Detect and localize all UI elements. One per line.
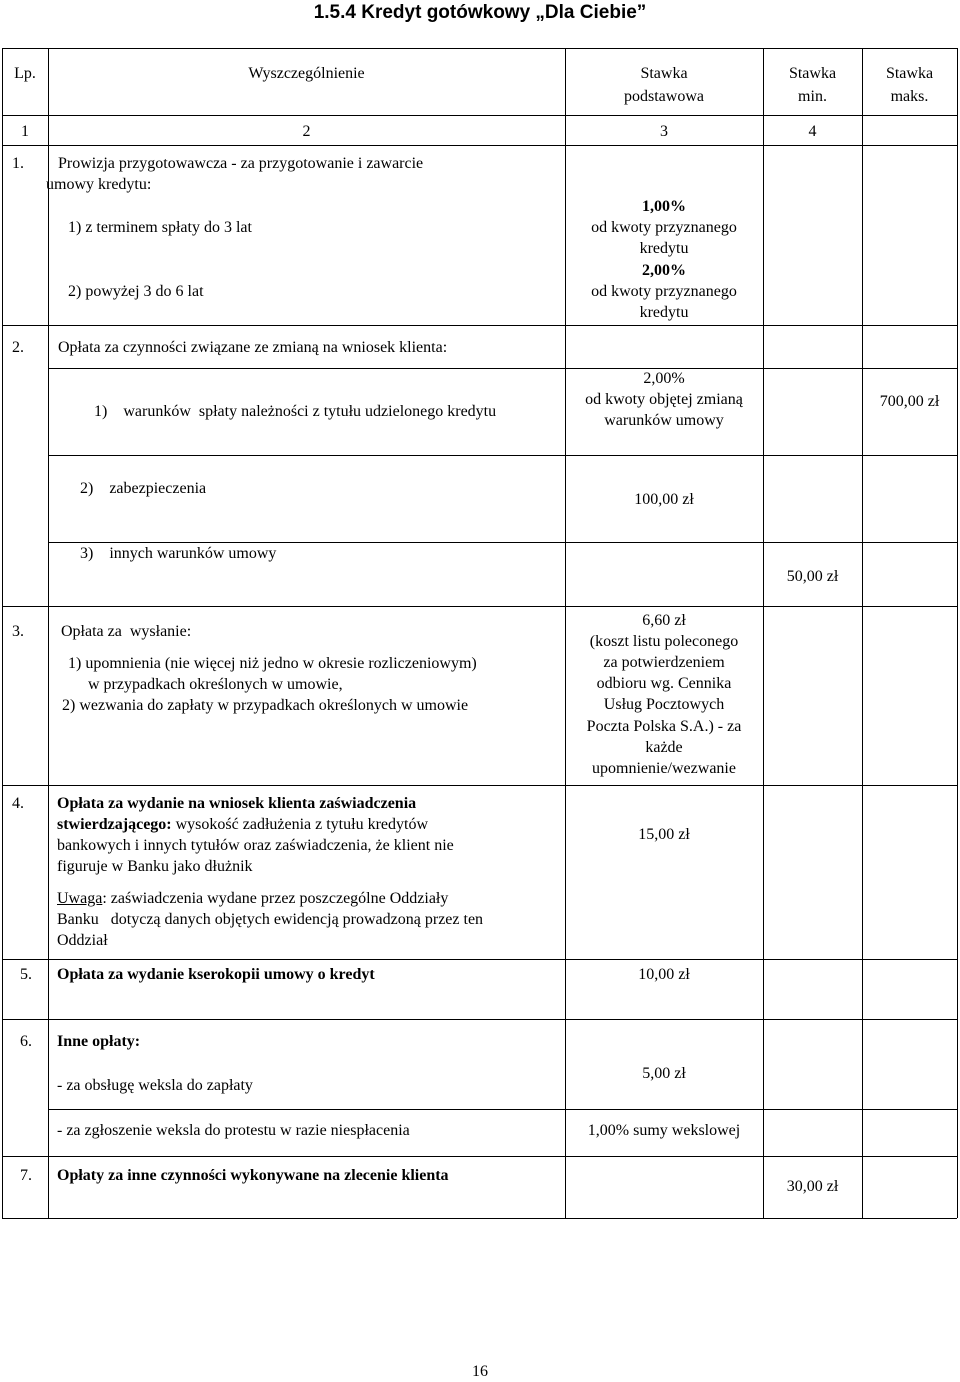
row7-title: Opłaty za inne czynności wykonywane na zlecenie klienta [57, 1167, 449, 1184]
header-wyszczegolnienie: Wyszczególnienie [248, 65, 365, 82]
row2-number: 2. [12, 339, 24, 356]
row3-line-1: 1) upomnienia (nie więcej niż jedno w okresie rozliczeniowym) [68, 655, 477, 672]
table-border-top [2, 48, 957, 49]
colnum-3: 3 [660, 123, 668, 140]
row6-item-1: - za obsługę weksla do zapłaty [57, 1077, 253, 1094]
table-border-bottom [2, 1218, 957, 1219]
row6-item1-rate: 5,00 zł [642, 1065, 686, 1082]
table-border-right [957, 48, 958, 1218]
row2-sub-divider-b [48, 455, 957, 456]
colnum-1: 1 [21, 123, 29, 140]
row3-number: 3. [12, 623, 24, 640]
row-divider-1 [2, 325, 957, 326]
row3-rate-line-7: każde [645, 739, 683, 756]
row3-rate-line-2: (koszt listu poleconego [589, 633, 739, 650]
row2-item-1: 1) warunków spłaty należności z tytułu udzielonego kredytu [94, 403, 497, 420]
row4-line-4: figuruje w Banku jako dłużnik [57, 858, 253, 875]
row4-title-line1: Opłata za wydanie na wniosek klienta zaświadczenia [57, 795, 417, 812]
row-divider-4 [2, 959, 957, 960]
row4-note-line1 [57, 888, 448, 909]
row2-sub-divider-a [48, 368, 957, 369]
row4-rate: 15,00 zł [638, 826, 690, 843]
row3-rate-line-4: odbioru wg. Cennika [596, 675, 732, 692]
row7-min: 30,00 zł [786, 1178, 839, 1195]
row2-item1-rate-3: warunków umowy [604, 412, 724, 429]
row3-line-3: 2) wezwania do zapłaty w przypadkach określonych w umowie [62, 697, 469, 714]
row1-number: 1. [12, 155, 24, 172]
header-divider [2, 115, 957, 116]
row1-rate1-desc-2: kredytu [639, 240, 689, 257]
row4-title-rest: wysokość zadłużenia z tytułu kredytów [171, 816, 428, 833]
row2-title: Opłata za czynności związane ze zmianą na wniosek klienta: [58, 339, 448, 356]
row1-rate2-desc-2: kredytu [639, 304, 689, 321]
row-divider-3 [2, 785, 957, 786]
row1-rate1: 1,00% [642, 198, 686, 215]
row4-number: 4. [12, 795, 24, 812]
row4-title-bold-part: stwierdzającego: [57, 816, 172, 833]
row1-title-line2: umowy kredytu: [46, 176, 152, 193]
row2-item1-rate-2: od kwoty objętej zmianą [585, 391, 743, 408]
row4-line-3: bankowych i innych tytułów oraz zaświadczenia, że klient nie [57, 837, 454, 854]
row3-title: Opłata za wysłanie: [61, 623, 192, 640]
row1-title-line1: Prowizja przygotowawcza - za przygotowanie i zawarcie [58, 155, 424, 172]
row3-rate-line-8: upomnienie/wezwanie [592, 760, 736, 777]
row5-number: 5. [20, 966, 32, 983]
row1-item-1: 1) z terminem spłaty do 3 lat [68, 219, 252, 236]
row2-item1-max: 700,00 zł [879, 393, 940, 410]
row6-number: 6. [20, 1033, 32, 1050]
row1-rate2-desc-1: od kwoty przyznanego [591, 283, 737, 300]
row4-note-line2: Banku dotyczą danych objętych ewidencją prowadzoną przez ten [57, 911, 484, 928]
row-divider-6 [2, 1156, 957, 1157]
col-divider-3 [763, 48, 764, 1218]
colnum-4: 4 [808, 123, 817, 140]
col-divider-1 [48, 48, 49, 1218]
col-divider-4 [862, 48, 863, 1218]
row2-item3-min: 50,00 zł [786, 568, 839, 585]
row6-item2-rate: 1,00% sumy wekslowej [587, 1122, 741, 1139]
row1-rate2: 2,00% [642, 262, 686, 279]
header-stawka-podstawowa-1: Stawka [640, 65, 688, 82]
row3-rate-line-5: Usług Pocztowych [603, 696, 725, 713]
row7-number: 7. [20, 1167, 32, 1184]
row4-title-line2 [57, 814, 428, 835]
colnum-divider [2, 145, 957, 146]
row5-title: Opłata za wydanie kserokopii umowy o kredyt [57, 966, 375, 983]
row3-rate-line-6: Poczta Polska S.A.) - za [586, 718, 742, 735]
row-divider-2 [2, 606, 957, 607]
page-number: 16 [472, 1363, 488, 1380]
header-lp: Lp. [14, 65, 36, 82]
row6-item-2: - za zgłoszenie weksla do protestu w razie niespłacenia [57, 1122, 410, 1139]
row5-rate: 10,00 zł [638, 966, 690, 983]
row3-rate-line-3: za potwierdzeniem [603, 654, 725, 671]
row-divider-5 [2, 1019, 957, 1020]
section-title: 1.5.4 Kredyt gotówkowy „Dla Ciebie” [313, 2, 647, 23]
row4-note-label: Uwaga [57, 890, 103, 907]
row3-rate-line-1: 6,60 zł [642, 612, 686, 629]
row6-title: Inne opłaty: [57, 1033, 141, 1050]
colnum-2: 2 [302, 123, 311, 140]
row2-item-2: 2) zabezpieczenia [80, 480, 207, 497]
row4-note-text: : zaświadczenia wydane przez poszczególne Oddziały [102, 890, 449, 907]
header-stawka-podstawowa-2: podstawowa [624, 88, 704, 105]
row3-line-2: w przypadkach określonych w umowie, [88, 676, 343, 693]
row1-item-2: 2) powyżej 3 do 6 lat [68, 283, 204, 300]
header-stawka-maks-1: Stawka [885, 65, 934, 82]
header-stawka-min-2: min. [798, 88, 827, 105]
row2-item-3: 3) innych warunków umowy [80, 545, 277, 562]
row2-item2-rate: 100,00 zł [634, 491, 694, 508]
header-stawka-maks-2: maks. [890, 88, 929, 105]
row4-note-line3: Oddział [57, 932, 108, 949]
row6-sub-divider [48, 1109, 957, 1110]
row2-item1-rate-1: 2,00% [643, 370, 685, 387]
row1-rate1-desc-1: od kwoty przyznanego [591, 219, 737, 236]
header-stawka-min-1: Stawka [788, 65, 837, 82]
table-border-left [2, 48, 3, 1218]
